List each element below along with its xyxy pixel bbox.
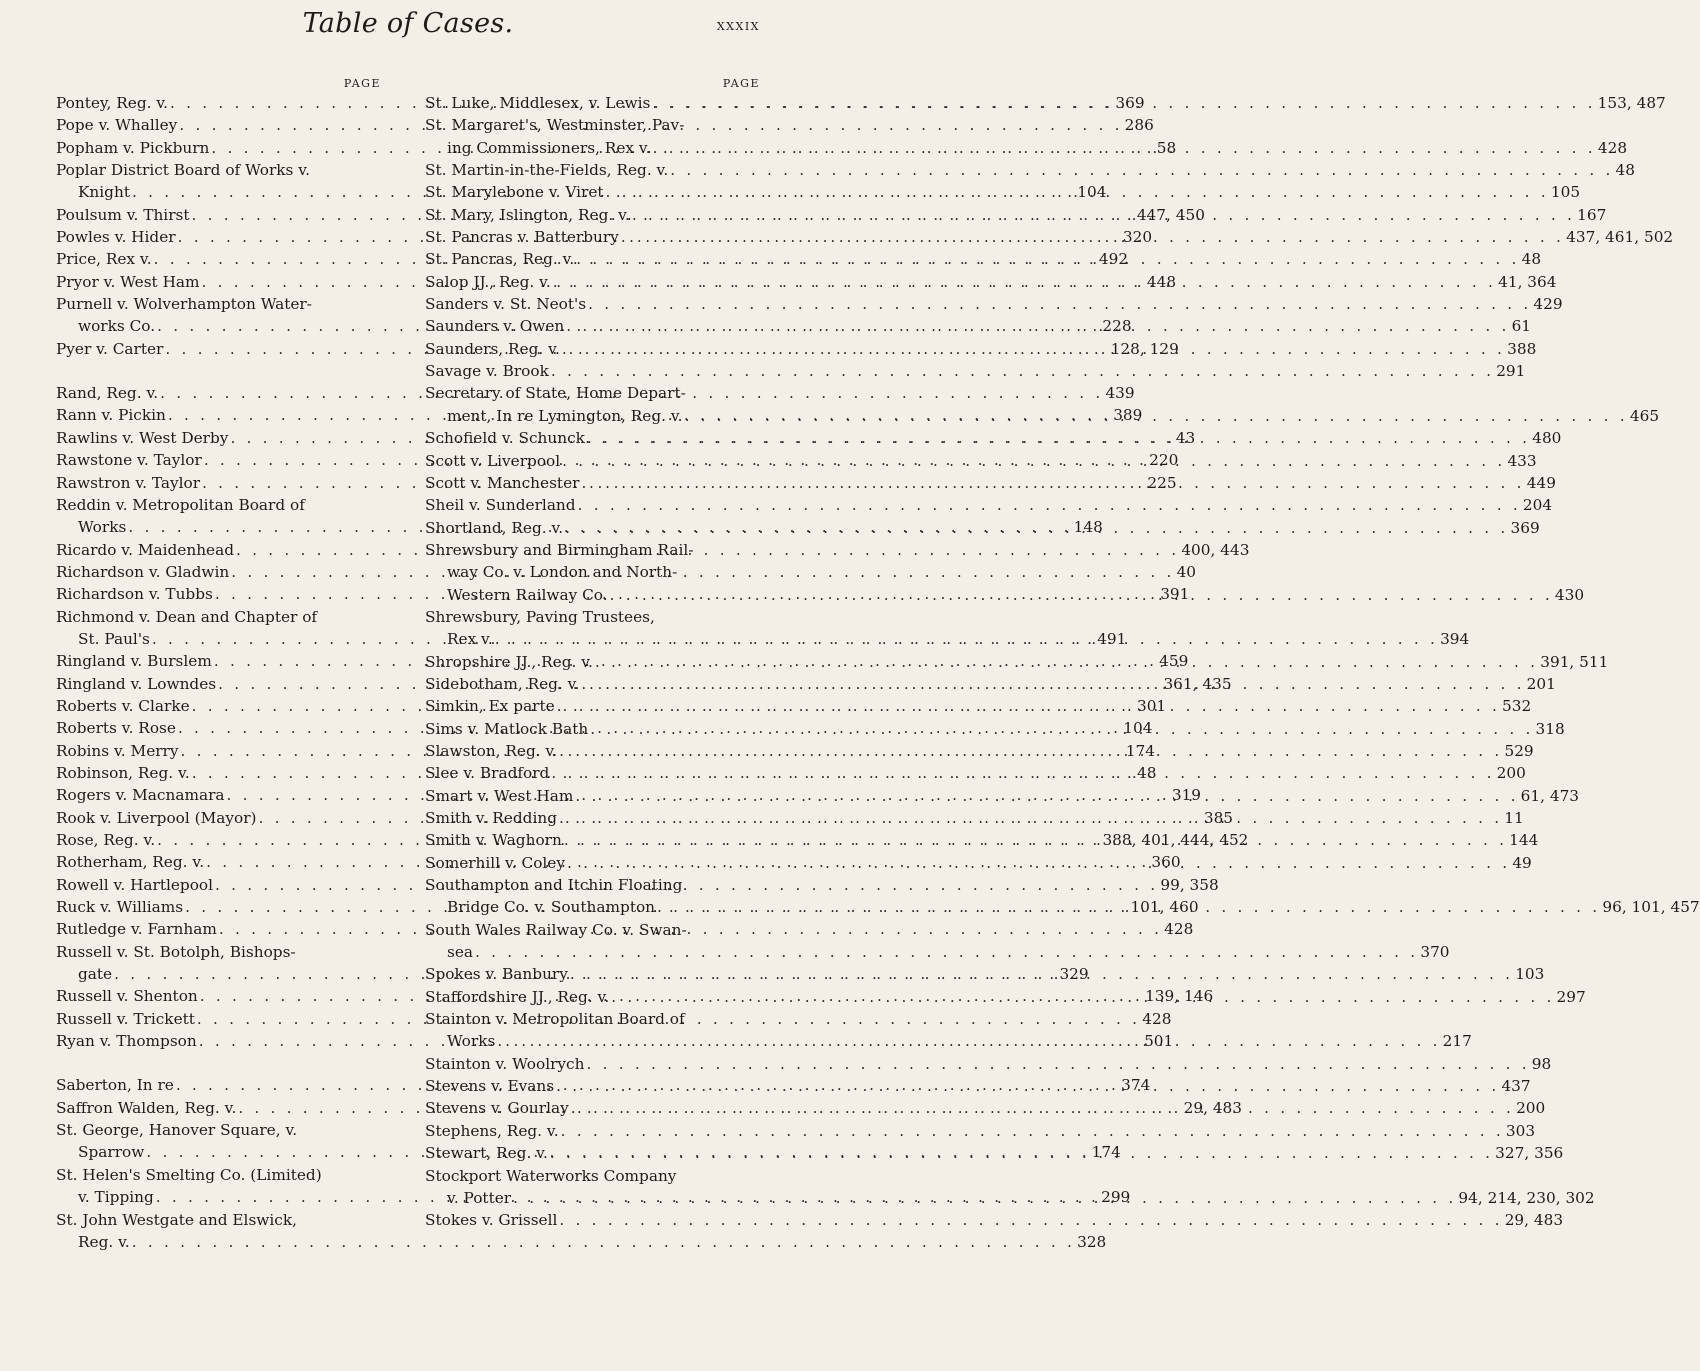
- case-entry: [425, 1053, 1552, 1075]
- dot-leader: [568, 963, 1515, 985]
- case-name: Ryan v. Thompson: [56, 1032, 197, 1051]
- page-reference: 320: [1122, 228, 1153, 247]
- dot-leader: [655, 896, 1602, 918]
- page-reference: 369: [1510, 518, 1540, 537]
- page-reference: 428: [1142, 1009, 1172, 1028]
- case-name: Scott v. Manchester: [425, 473, 580, 492]
- case-name: way Co. v. London and North-: [447, 563, 678, 582]
- dot-leader: [565, 852, 1512, 874]
- case-name: St. Paul's: [78, 629, 150, 648]
- page-reference: 318: [1535, 719, 1565, 738]
- page-reference: 448: [1146, 272, 1177, 291]
- case-name: v. Tipping: [78, 1188, 154, 1207]
- case-name: Rawlins v. West Derby: [56, 428, 229, 447]
- page-reference: 58: [1156, 138, 1177, 157]
- case-name: Rawstone v. Taylor: [56, 451, 202, 470]
- page-reference: 174: [1091, 1143, 1121, 1162]
- dot-leader: [630, 204, 1577, 226]
- page-reference: 61, 473: [1520, 786, 1580, 805]
- case-name: St. Margaret's, Westminster, Pav-: [425, 116, 685, 135]
- dot-leader: [574, 248, 1521, 270]
- page-column-label: PAGE: [343, 77, 381, 90]
- case-name: Staffordshire JJ., Reg. v.: [425, 987, 610, 1006]
- dot-leader: [584, 1053, 1531, 1075]
- case-name: Smith v. Redding: [425, 809, 557, 827]
- case-name: Poplar District Board of Works v.: [56, 161, 310, 180]
- case-name: Stevens v. Evans: [425, 1077, 555, 1096]
- page-reference: 465: [1629, 406, 1660, 425]
- page-reference: 217: [1442, 1032, 1472, 1051]
- page-reference: 98: [1531, 1054, 1552, 1073]
- page-reference: 529: [1504, 741, 1534, 760]
- dot-leader: [619, 226, 1566, 248]
- case-name: St. Mary, Islington, Reg. v.: [425, 205, 630, 224]
- page-reference: 291: [1496, 362, 1526, 381]
- page-reference: 437, 461, 502: [1566, 228, 1674, 247]
- page-reference: 201: [1526, 674, 1556, 693]
- page-reference: 437: [1501, 1077, 1531, 1096]
- case-entry: [425, 1120, 1536, 1142]
- page-reference: 49: [1512, 853, 1532, 872]
- case-name: St. Pancras, Reg. v.: [425, 250, 575, 269]
- dot-leader: [588, 718, 1535, 740]
- case-name: Sidebotham, Reg. v.: [425, 674, 580, 693]
- dot-leader: [559, 1120, 1506, 1142]
- case-name: Rex v.: [447, 630, 493, 649]
- page-reference: 388, 401, 444, 452: [1102, 831, 1249, 849]
- case-name: Saunders, Reg. v.: [425, 339, 560, 358]
- dot-leader: [549, 360, 1496, 382]
- page-reference: 299: [1101, 1188, 1131, 1207]
- case-name: Popham v. Pickburn: [56, 138, 210, 157]
- page-reference: 301: [1136, 696, 1167, 715]
- page-reference: 430: [1554, 585, 1585, 604]
- dot-leader: [683, 405, 1630, 427]
- page-reference: 428: [1164, 920, 1194, 939]
- case-name: Sims v. Matlock Bath: [425, 719, 589, 738]
- case-name: Richardson v. Tubbs: [56, 585, 213, 604]
- case-name: Simkin, Ex parte: [425, 697, 555, 716]
- case-name: Rotherham, Reg. v.: [56, 853, 205, 872]
- page-column-label: PAGE: [722, 77, 760, 90]
- page-reference: 433: [1507, 451, 1537, 470]
- case-name: St. Marylebone v. Viret: [425, 183, 604, 202]
- page-reference: 447, 450: [1136, 205, 1205, 224]
- page-reference: 153, 487: [1597, 94, 1666, 112]
- page-reference: 148: [1073, 518, 1103, 537]
- case-name: Purnell v. Wolverhampton Water-: [56, 295, 312, 314]
- case-name: Stockport Waterworks Company: [425, 1166, 677, 1185]
- page-reference: 225: [1147, 473, 1177, 492]
- case-entry: [425, 1209, 1564, 1231]
- case-name: Bridge Co. v. Southampton: [447, 898, 656, 917]
- case-name: Works: [447, 1032, 496, 1051]
- dot-leader: [560, 450, 1507, 472]
- page-reference: 327, 356: [1495, 1144, 1564, 1163]
- case-name: Rand, Reg. v.: [56, 384, 159, 403]
- page-reference: 167: [1577, 205, 1607, 224]
- case-name: Ricardo v. Maidenhead: [56, 540, 235, 559]
- page-reference: 532: [1502, 697, 1532, 716]
- page-reference: 174: [1125, 741, 1156, 760]
- case-name: Stephens, Reg. v.: [425, 1121, 559, 1140]
- page-reference: 101, 460: [1130, 898, 1199, 917]
- case-name: Stainton v. Metropolitan Board of: [425, 1010, 685, 1029]
- case-name: Russell v. Shenton: [56, 987, 198, 1006]
- page-number: xxxix: [716, 16, 760, 34]
- dot-leader: [551, 271, 1498, 293]
- case-name: St. Martin-in-the-Fields, Reg. v.: [425, 161, 669, 180]
- case-name: Pyer v. Carter: [56, 339, 164, 358]
- case-name: Stevens v. Gourlay: [425, 1099, 569, 1118]
- case-name: Rook v. Liverpool (Mayor): [56, 808, 257, 827]
- case-name: St. Helen's Smelting Co. (Limited): [56, 1165, 322, 1184]
- case-name: Russell v. St. Botolph, Bishops-: [56, 942, 296, 961]
- case-name: Richmond v. Dean and Chapter of: [56, 607, 318, 626]
- page-reference: 391: [1160, 585, 1190, 604]
- page-reference: 374: [1121, 1076, 1151, 1095]
- case-name: Rann v. Pickin: [56, 406, 166, 425]
- case-name: Shrewsbury and Birmingham Rail-: [425, 540, 694, 559]
- case-name: Sparrow: [78, 1143, 145, 1162]
- dot-leader: [579, 673, 1526, 695]
- dot-leader: [557, 807, 1504, 829]
- dot-leader: [562, 829, 1509, 851]
- case-name: sea: [447, 943, 474, 962]
- case-name: Smith v. Waghorn: [425, 831, 562, 850]
- case-name: Saunders v. Owen: [425, 317, 565, 336]
- index-columns: [56, 76, 1700, 1253]
- dot-leader: [651, 137, 1598, 159]
- dot-leader: [548, 1142, 1495, 1164]
- page-reference: 48: [1521, 250, 1542, 269]
- page-reference: 394: [1440, 630, 1470, 649]
- page-reference: 40: [1176, 562, 1197, 581]
- page-reference: 96, 101, 457: [1602, 898, 1700, 917]
- dot-leader: [579, 472, 1526, 494]
- page-title: Table of Cases.: [302, 8, 514, 39]
- dot-leader: [554, 1075, 1501, 1097]
- case-name: Poulsum v. Thirst: [56, 205, 190, 224]
- page-reference: 388: [1507, 339, 1537, 358]
- case-name: ment, In re Lymington, Reg. v.: [447, 406, 683, 425]
- case-name: Sanders v. St. Neot's: [425, 295, 587, 314]
- dot-leader: [557, 1209, 1504, 1231]
- case-name: Roberts v. Rose: [56, 719, 176, 738]
- page-reference: 128, 129: [1110, 339, 1179, 358]
- page-reference: 41, 364: [1498, 272, 1557, 291]
- case-name: Stewart, Reg. v.: [425, 1144, 548, 1163]
- case-name: Pope v. Whalley: [56, 116, 178, 135]
- case-name: Salop JJ., Reg. v.: [425, 272, 551, 291]
- dot-leader: [573, 785, 1520, 807]
- page-reference: 94, 214, 230, 302: [1458, 1188, 1595, 1207]
- case-name: Knight: [78, 183, 130, 202]
- dot-leader: [549, 762, 1496, 784]
- case-name: Rutledge v. Farnham: [56, 920, 217, 939]
- page-reference: 385: [1203, 808, 1234, 827]
- case-name: Saffron Walden, Reg. v.: [56, 1098, 237, 1117]
- case-name: Pryor v. West Ham: [56, 272, 200, 291]
- case-name: St. Pancras v. Batterbury: [425, 228, 619, 247]
- case-name: Shropshire JJ., Reg. v.: [425, 652, 593, 671]
- dot-leader: [564, 315, 1511, 337]
- case-name: Roberts v. Clarke: [56, 696, 190, 715]
- case-name: Russell v. Trickett: [56, 1009, 195, 1028]
- case-name: Reddin v. Metropolitan Board of: [56, 495, 305, 514]
- page-reference: 200: [1496, 764, 1526, 783]
- case-name: Pontey, Reg. v.: [56, 94, 169, 112]
- case-name: Stokes v. Grissell: [425, 1211, 558, 1230]
- case-name: Saberton, In re: [56, 1076, 174, 1095]
- case-name: Robinson, Reg. v.: [56, 763, 190, 782]
- page-reference: 48: [1615, 161, 1636, 180]
- dot-leader: [668, 159, 1615, 181]
- case-name: Slee v. Bradford: [425, 764, 550, 783]
- page-reference: 103: [1515, 965, 1545, 984]
- case-name: Rose, Reg. v.: [56, 831, 156, 849]
- page-reference: 361, 435: [1163, 674, 1232, 693]
- case-name: v. Potter: [447, 1188, 512, 1207]
- page-reference: 439: [1105, 384, 1135, 403]
- case-name: Powles v. Hider: [56, 228, 176, 247]
- page-reference: 11: [1504, 809, 1524, 827]
- page-reference: 43: [1175, 428, 1196, 447]
- case-name: Secretary of State, Home Depart-: [425, 384, 686, 403]
- dot-leader: [511, 1187, 1458, 1209]
- case-name: Sheil v. Sunderland: [425, 496, 576, 515]
- page-reference: 144: [1509, 831, 1539, 850]
- dot-leader: [586, 293, 1533, 315]
- page-reference: 105: [1550, 183, 1581, 202]
- case-name: Reg. v.: [78, 1232, 130, 1251]
- dot-leader: [473, 941, 1420, 963]
- case-name: Richardson v. Gladwin: [56, 562, 230, 581]
- dot-leader: [493, 628, 1440, 650]
- page-reference: 61: [1511, 317, 1532, 336]
- page-reference: 303: [1505, 1121, 1536, 1140]
- case-entry: [425, 293, 1563, 315]
- page-reference: 369: [1115, 94, 1145, 112]
- case-name: Robins v. Merry: [56, 741, 179, 760]
- case-name: Rawstron v. Taylor: [56, 473, 201, 492]
- dot-leader: [557, 740, 1504, 762]
- case-name: Savage v. Brook: [425, 362, 549, 381]
- section-gap: [56, 1052, 381, 1074]
- dot-leader: [608, 584, 1555, 606]
- page-reference: 360: [1151, 853, 1181, 872]
- page-reference: 491: [1097, 629, 1127, 648]
- page-reference: 391, 511: [1540, 652, 1609, 671]
- page-reference: 389: [1113, 406, 1143, 425]
- case-entry: [425, 360, 1526, 382]
- case-name: Southampton and Itchin Floating: [425, 876, 683, 895]
- case-name: Western Railway Co.: [447, 585, 608, 604]
- page-reference: 329: [1059, 965, 1089, 984]
- page-reference: 328: [1077, 1232, 1107, 1251]
- case-name: Shortland, Reg. v.: [425, 518, 564, 537]
- page-reference: 459: [1159, 652, 1189, 671]
- case-name: St. Luke, Middlesex, v. Lewis: [425, 94, 651, 112]
- page-reference: 104: [1077, 183, 1107, 202]
- page-reference: 29, 483: [1183, 1098, 1243, 1117]
- case-name: Scott v. Liverpool: [425, 451, 561, 470]
- case-name: Rogers v. Macnamara: [56, 786, 225, 805]
- case-name: Spokes v. Banbury: [425, 965, 568, 984]
- page-reference: 501: [1144, 1032, 1174, 1051]
- page-reference: 286: [1124, 116, 1154, 135]
- page-reference: 200: [1516, 1099, 1546, 1118]
- case-name: Ruck v. Williams: [56, 898, 184, 917]
- page-reference: 99, 358: [1160, 875, 1219, 894]
- dot-leader: [569, 1097, 1516, 1119]
- dot-leader: [563, 517, 1510, 539]
- page-reference: 220: [1149, 451, 1179, 470]
- case-name: Shrewsbury, Paving Trustees,: [425, 607, 655, 626]
- case-name: Ringland v. Burslem: [56, 652, 212, 671]
- case-name: Works: [78, 518, 127, 537]
- case-name: ing Commissioners, Rex v.: [447, 138, 651, 157]
- page-reference: 139, 146: [1145, 987, 1214, 1006]
- case-entry: [425, 159, 1636, 181]
- page-reference: 29, 483: [1504, 1211, 1564, 1230]
- page-reference: 297: [1556, 987, 1586, 1006]
- case-name: Price, Rex v.: [56, 250, 152, 269]
- case-name: Schofield v. Schunck: [425, 429, 585, 448]
- case-name: Smart v. West Ham: [425, 786, 574, 805]
- case-name: St. John Westgate and Elswick,: [56, 1210, 297, 1229]
- dot-leader: [604, 181, 1551, 203]
- page-reference: 228: [1102, 317, 1132, 336]
- page-reference: 449: [1526, 473, 1556, 492]
- case-name: Somerhill v. Coley: [425, 853, 566, 872]
- running-header: [56, 0, 760, 60]
- page-reference: 400, 443: [1181, 540, 1250, 559]
- case-entry: [425, 494, 1553, 516]
- dot-leader: [560, 338, 1507, 360]
- dot-leader: [650, 92, 1597, 114]
- page-reference: 104: [1123, 719, 1153, 738]
- case-name: works Co.: [78, 317, 156, 336]
- page-reference: 319: [1171, 786, 1202, 805]
- dot-leader: [585, 427, 1532, 449]
- page-reference: 492: [1098, 250, 1129, 269]
- page-reference: 204: [1522, 496, 1553, 515]
- case-name: Ringland v. Lowndes: [56, 674, 217, 693]
- case-name: Slawston, Reg. v.: [425, 741, 558, 760]
- dot-leader: [576, 494, 1523, 516]
- case-name: Stainton v. Woolrych: [425, 1054, 585, 1073]
- page-reference: 429: [1533, 295, 1563, 314]
- page-reference: 370: [1420, 943, 1450, 962]
- section-gap: [56, 360, 381, 382]
- case-name: gate: [78, 965, 113, 984]
- page-reference: 480: [1532, 429, 1562, 448]
- case-name: South Wales Railway Co. v. Swan-: [425, 920, 687, 939]
- case-name: St. George, Hanover Square, v.: [56, 1121, 298, 1140]
- page-reference: 48: [1137, 763, 1157, 782]
- case-name: Rowell v. Hartlepool: [56, 875, 214, 894]
- dot-leader: [609, 986, 1556, 1008]
- dot-leader: [555, 695, 1502, 717]
- page-reference: 428: [1597, 138, 1628, 157]
- dot-leader: [593, 651, 1540, 673]
- dot-leader: [495, 1030, 1442, 1052]
